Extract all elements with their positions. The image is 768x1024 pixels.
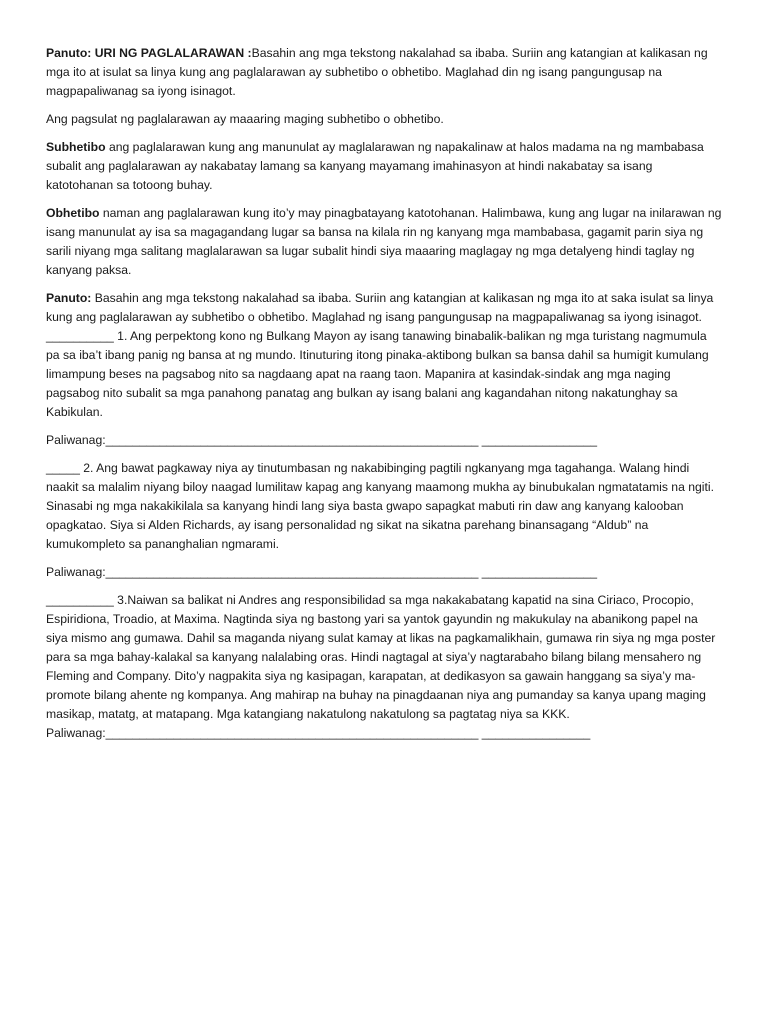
obhetibo-text: naman ang paglalarawan kung ito’y may pinagbatayang katotohanan. Halimbawa, kung ang lugar na inilarawan ng isang manunulat ay isa sa magagandang lugar sa bansa na kilala rin ng kanyang mga mambabasa, gagamit parin siya ng sarili niyang mga salitang maglalarawan sa lugar subalit hindi siya maaaring maglagay ng mga detalyeng hindi taglay ng kanyang paksa.: [46, 206, 722, 277]
intro-text: Basahin ang mga tekstong nakalahad sa ibaba. Suriin ang katangian at kalikasan ng mga ito at isulat sa linya kung ang paglalarawan ay subhetibo o obhetibo. Maglahad din ng isang pangungusap na magpapaliwanag sa iyong isinagot.: [46, 46, 708, 98]
item-3-text: 3.Naiwan sa balikat ni Andres ang responsibilidad sa mga nakakabatang kapatid na sina Ciriaco, Procopio, Espiridiona, Troadio, at Maxima. Nagtinda siya ng bastong yari sa yantok gayundin ng makukulay na abanikong papel na siya mismo ang gumawa. Dahil sa maganda niyang sulat kamay at likas na pagkamalikhain, gumawa rin siya ng mga poster para sa mga bahay-kalakal sa kanyang nalalabing oras. Hindi nagtagal at siya’y nagtarabaho bilang bilang mensahero ng Fleming and Company. Dito’y nagpakita siya ng kasipagan, karapatan, at dedikasyon sa gawain hanggang sa siya’y ma-promote bilang ahente ng kompanya. Ang mahirap na buhay na pinagdaanan niya ang pumanday sa kanya upang maging masikap, matatg, at matapang. Mga katangiang nakatulong nakatulong sa pagtatag niya sa KKK.: [46, 593, 716, 721]
item-3-blank[interactable]: __________: [46, 593, 114, 607]
subhetibo-text: ang paglalarawan kung ang manunulat ay maglalarawan ng napakalinaw at halos madama na ng mambabasa subalit ang paglalarawan ay nakabatay lamang sa kanyang mayamang imahinasyon at hindi nakabatay sa isang katotohanan sa totoong buhay.: [46, 140, 704, 192]
item-2-text: 2. Ang bawat pagkaway niya ay tinutumbasan ng nakabibinging pagtili ngkanyang mga tagahanga. Walang hindi naakit sa malalim niyang biloy naagad lumilitaw kapag ang kanyang maamong mukha ay binubukalan ngmatatamis na ngiti. Sinasabi ng mga nakakikilala sa kanyang hindi lang siya basta gwapo sapagkat mabuti rin daw ang kanyang kalooban opagkatao. Siya si Alden Richards, ay isang personalidad ng sikat na sikatna parehang binansagang “Aldub” na kumukompleto sa pananghalian ngmarami.: [46, 461, 714, 551]
panuto2-text: Basahin ang mga tekstong nakalahad sa ibaba. Suriin ang katangian at kalikasan ng mga ito at saka isulat sa linya kung ang paglalarawan ay subhetibo o obhetibo. Maglahad ng isang pangungusap na magpapaliwanag sa iyong isinagot.: [46, 291, 714, 324]
item-3-paliwanag[interactable]: Paliwanag:_______________________________________________________ ________________: [46, 726, 591, 740]
panuto2-label: Panuto:: [46, 291, 92, 305]
intro-title: URI NG PAGLALARAWAN :: [94, 46, 252, 60]
subhetibo-paragraph: [46, 138, 722, 195]
item-1-blank[interactable]: __________: [46, 329, 114, 343]
item-2-blank[interactable]: _____: [46, 461, 80, 475]
obhetibo-term: Obhetibo: [46, 206, 100, 220]
subhetibo-term: Subhetibo: [46, 140, 106, 154]
item-2-paragraph: [46, 459, 722, 554]
intro-paragraph: [46, 44, 722, 101]
intro-label: Panuto:: [46, 46, 92, 60]
item-3-paragraph: [46, 591, 722, 724]
item-1-text: 1. Ang perpektong kono ng Bulkang Mayon ay isang tanawing binabalik-balikan ng mga turistang nagmumula pa sa iba’t ibang panig ng bansa at ng mundo. Itinuturing itong pinaka-aktibong bulkan sa bansa dahil sa humigit kumulang limampung beses na pagsabog nito sa nagdaang apat na raang taon. Mapanira at kasindak-sindak ang mga naging pagsabog nito subalit sa mga panahong panatag ang bulkan ay isang balani ang kagandahan nitong nakatunghay sa Kabikulan.: [46, 329, 709, 419]
obhetibo-paragraph: [46, 204, 722, 280]
statement-paragraph: Ang pagsulat ng paglalarawan ay maaaring maging subhetibo o obhetibo.: [46, 112, 444, 126]
item-1-paragraph: [46, 289, 722, 422]
item-1-paliwanag[interactable]: Paliwanag:_______________________________________________________ _________________: [46, 433, 598, 447]
item-2-paliwanag[interactable]: Paliwanag:_______________________________________________________ _________________: [46, 565, 598, 579]
